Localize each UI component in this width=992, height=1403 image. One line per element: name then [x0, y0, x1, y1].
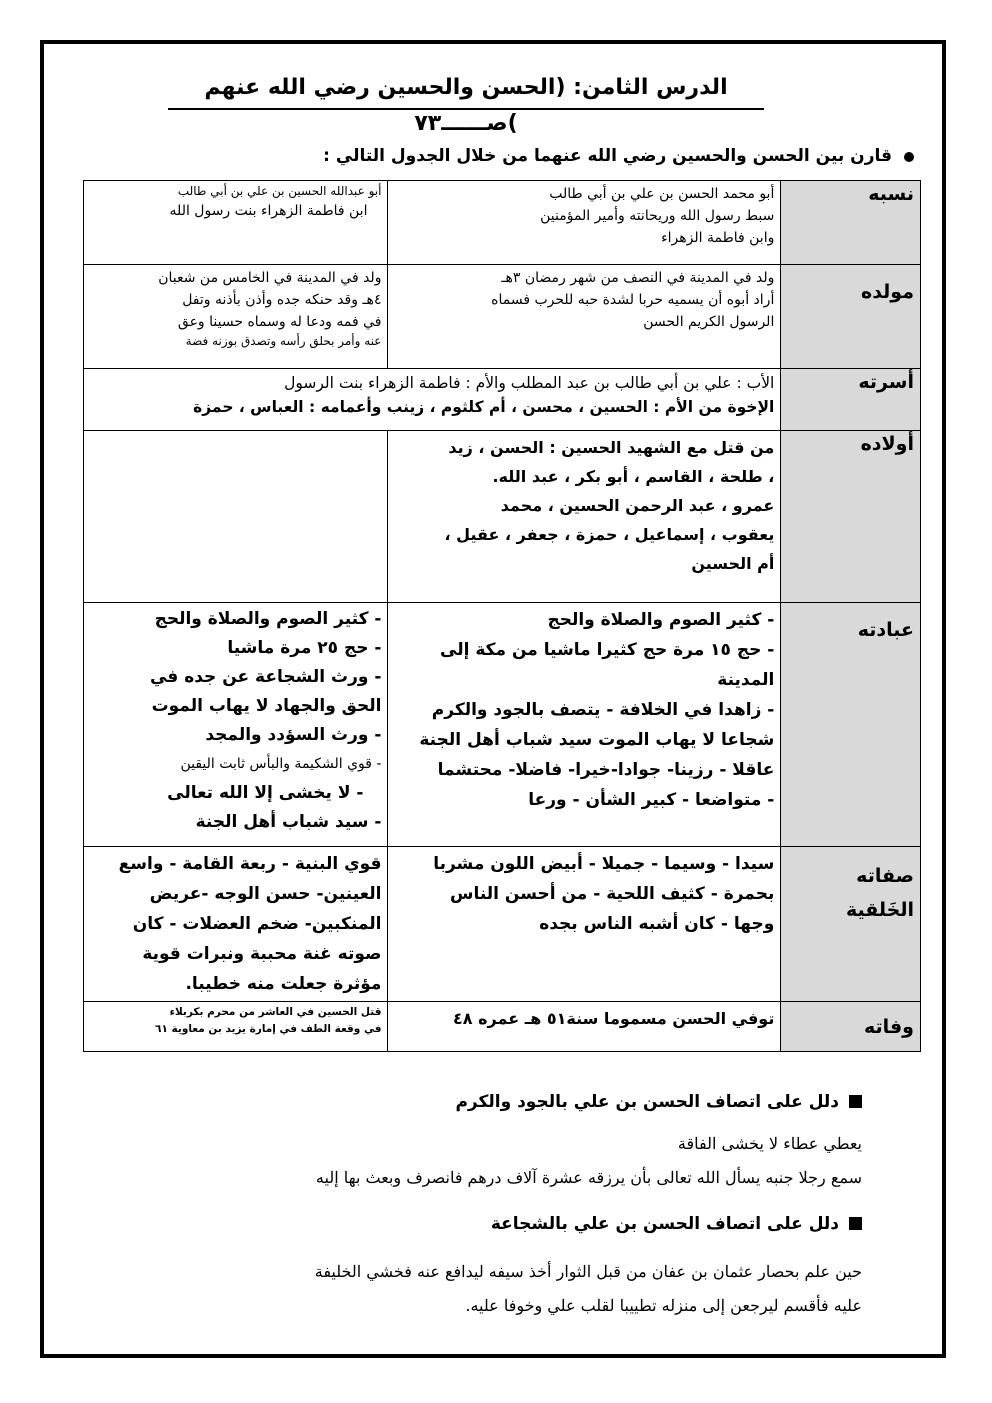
row-head-sifat: [781, 847, 921, 1002]
husain-ibada-line: - حج ٢٥ مرة ماشيا: [227, 638, 382, 658]
section2-heading: [491, 1214, 862, 1234]
comparison-table: [83, 180, 921, 1052]
hasan-mawlid-line: ولد في المدينة في النصف من شهر رمضان ٣هـ: [501, 270, 775, 286]
hasan-sifat-line: بحمرة - كثيف اللحية - من أحسن الناس: [450, 884, 775, 904]
row-head-wafat: وفاته: [781, 1002, 921, 1052]
husain-mawlid-line: ولد في المدينة في الخامس من شعبان: [158, 270, 382, 286]
husain-wafat-line: في وقعة الطف في إمارة يزيد بن معاوية ٦١: [155, 1023, 382, 1035]
section2-line: حين علم بحصار عثمان بن عفان من قبل الثوار أخذ سيفه ليدافع عنه فخشي الخليفة: [314, 1262, 862, 1281]
hasan-ibada-line: - حج ١٥ مرة حج كثيرا ماشيا من مكة إلى: [440, 640, 775, 660]
row-awlad: [84, 431, 921, 603]
hasan-mawlid: [388, 265, 781, 369]
hasan-wafat: توفي الحسن مسموما سنة٥١ هـ عمره ٤٨: [388, 1002, 781, 1052]
husain-ibada-line: - ورث الشجاعة عن جده في: [149, 667, 382, 687]
husain-sifat: [84, 847, 388, 1002]
husain-ibada: [84, 603, 388, 847]
square-bullet-icon: [849, 1217, 862, 1230]
hasan-ibada-line: المدينة: [717, 670, 775, 690]
hasan-awlad-line: من قتل مع الشهيد الحسين : الحسن ، زيد: [448, 438, 775, 457]
usra-line: الإخوة من الأم : الحسين ، محسن ، أم كلثوم ، زينب وأعمامه : العباس ، حمزة: [193, 398, 775, 416]
section1-heading: [455, 1092, 862, 1112]
hasan-sifat: [388, 847, 781, 1002]
section2-heading-text: دلل على اتصاف الحسن بن علي بالشجاعة: [490, 1214, 839, 1234]
hasan-nasab: [388, 181, 781, 265]
hasan-ibada-line: - متواضعا - كبير الشأن - ورعا: [528, 790, 775, 810]
hasan-sifat-line: وجها - كان أشبه الناس بجده: [539, 914, 775, 934]
row-usra: [84, 369, 921, 431]
intro-text: قارن بين الحسن والحسين رضي الله عنهما من خلال الجدول التالي :: [323, 146, 892, 166]
husain-mawlid: [84, 265, 388, 369]
hasan-awlad: [388, 431, 781, 603]
row-mawlid: [84, 265, 921, 369]
husain-wafat-line: قتل الحسين في العاشر من محرم بكربلاء: [169, 1006, 382, 1018]
hasan-mawlid-line: أراد أبوه أن يسميه حربا لشدة حبه للحرب فسماه: [491, 292, 775, 308]
husain-ibada-line: - قوي الشكيمة والبأس ثابت اليقين: [180, 756, 382, 772]
hasan-sifat-line: سيدا - وسيما - جميلا - أبيض اللون مشربا: [433, 854, 775, 874]
bullet-icon: [904, 152, 914, 162]
hasan-awlad-line: أم الحسين: [691, 554, 775, 573]
husain-wafat: [84, 1002, 388, 1052]
hasan-awlad-line: ، طلحة ، القاسم ، أبو بكر ، عبد الله.: [492, 467, 775, 486]
hasan-ibada-line: - زاهدا في الخلافة - يتصف بالجود والكرم: [431, 700, 775, 720]
husain-sifat-line: المنكبين- ضخم العضلات - كان: [132, 914, 382, 934]
row-head-nasab: نسبه: [781, 181, 921, 265]
row-sifat: [84, 847, 921, 1002]
row-wafat: [84, 1002, 921, 1052]
husain-ibada-line: - كثير الصوم والصلاة والحج: [154, 609, 382, 629]
husain-nasab: [84, 181, 388, 265]
row-head-usra: أسرته: [781, 369, 921, 431]
husain-awlad-empty: [84, 431, 388, 603]
section2-line: عليه فأقسم ليرجعن إلى منزله تطييبا لقلب علي وخوفا عليه.: [465, 1296, 862, 1315]
hasan-awlad-line: يعقوب ، إسماعيل ، حمزة ، جعفر ، عقيل ،: [444, 525, 775, 544]
row-head-ibada: عبادته: [781, 603, 921, 847]
husain-ibada-line: - لا يخشى إلا الله تعالى: [167, 783, 364, 803]
husain-sifat-line: العينين- حسن الوجه -عريض: [149, 884, 382, 904]
husain-ibada-line: - سيد شباب أهل الجنة: [195, 812, 382, 832]
husain-sifat-line: قوي البنية - ربعة القامة - واسع: [118, 854, 382, 874]
husain-mawlid-line: ٤هـ وقد حنكه جده وأذن بأذنه وتفل: [182, 292, 382, 308]
husain-mawlid-line: في فمه ودعا له وسماه حسينا وعق: [177, 314, 382, 330]
hasan-mawlid-line: الرسول الكريم الحسن: [643, 314, 775, 330]
hasan-nasab-line: وابن فاطمة الزهراء: [661, 230, 775, 246]
husain-sifat-line: مؤثرة جعلت منه خطيبا.: [185, 974, 382, 994]
sifat-head-line: صفاته: [856, 865, 914, 887]
hasan-ibada-line: عاقلا - رزينا- جوادا-خيرا- فاضلا- محتشما: [437, 760, 775, 780]
usra-cell: [84, 369, 781, 431]
usra-line: الأب : علي بن أبي طالب بن عبد المطلب والأم : فاطمة الزهراء بنت الرسول: [284, 374, 775, 392]
hasan-ibada-line: شجاعا لا يهاب الموت سيد شباب أهل الجنة: [419, 730, 775, 750]
row-head-awlad: أولاده: [781, 431, 921, 603]
husain-sifat-line: صوته غنة محببة ونبرات قوية: [142, 944, 382, 964]
husain-ibada-line: - ورث السؤدد والمجد: [205, 725, 382, 745]
section1-heading-text: دلل على اتصاف الحسن بن علي بالجود والكرم: [455, 1092, 839, 1112]
square-bullet-icon: [849, 1095, 862, 1108]
section1-line: يعطي عطاء لا يخشى الفاقة: [677, 1134, 862, 1153]
hasan-ibada-line: - كثير الصوم والصلاة والحج: [547, 610, 775, 630]
sifat-head-line: الخَلقية: [845, 899, 914, 921]
intro-instruction: [323, 146, 892, 166]
hasan-awlad-line: عمرو ، عبد الرحمن الحسين ، محمد: [500, 496, 775, 515]
section1-line: سمع رجلا جنبه يسأل الله تعالى بأن يرزقه عشرة آلاف درهم فانصرف وبعث بها إليه: [315, 1168, 862, 1187]
husain-ibada-line: الحق والجهاد لا يهاب الموت: [151, 696, 382, 716]
row-nasab: [84, 181, 921, 265]
hasan-ibada: [388, 603, 781, 847]
husain-nasab-line: أبو عبدالله الحسين بن علي بن أبي طالب: [177, 184, 382, 198]
row-ibada: [84, 603, 921, 847]
hasan-nasab-line: سبط رسول الله وريحانته وأمير المؤمنين: [540, 208, 775, 224]
hasan-nasab-line: أبو محمد الحسن بن علي بن أبي طالب: [549, 186, 775, 202]
lesson-title: الدرس الثامن: (الحسن والحسين رضي الله عنهم )صــــــ٧٣: [168, 70, 764, 110]
husain-nasab-line: ابن فاطمة الزهراء بنت رسول الله: [169, 203, 368, 219]
husain-mawlid-line: عنه وأمر بحلق رأسه وتصدق بوزنه فضة: [185, 334, 382, 348]
row-head-mawlid: مولده: [781, 265, 921, 369]
